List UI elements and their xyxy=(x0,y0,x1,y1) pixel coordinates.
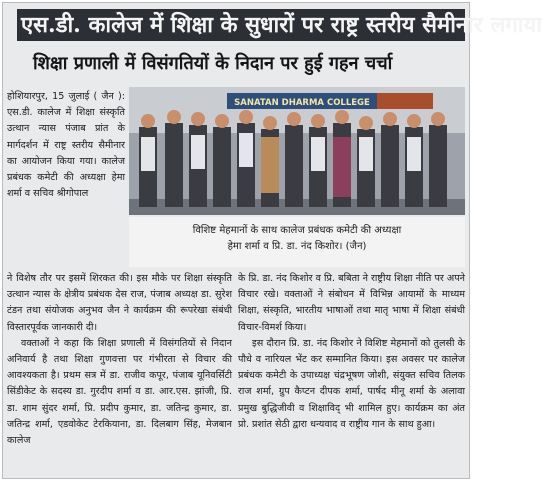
left-paragraph-1: ने विशेष तौर पर इसमें शिरकत की। इस मौके पर शिक्षा संस्कृति उत्थान न्यास के क्षेत्रीय प्रबंधक देस राज, पंजाब अध्यक्ष डा. सुरेश टंडन तथा संयोजक अनुभव जैन ने कार्यक्रम की रूपरेखा संबंधी विस्तारपूर्वक जानकारी दी। xyxy=(7,273,232,333)
photo-banner-text: SANATAN DHARMA COLLEGE xyxy=(234,98,370,108)
article-right-column xyxy=(238,271,465,476)
right-paragraph-2: इस दौरान प्रि. डा. नंद किशोर ने विशिष्ट मेहमानों को तुलसी के पौधे व नारियल भेंट कर सम्मानित किया। इस अवसर पर कालेज प्रबंधक कमेटी के उपाध्यक्ष चंद्रभूषण जोशी, संयुक्त सचिव तिलक राज शर्मा, ग्रुप कैप्टन दीपक शर्मा, पार्षद मीनू शर्मा के अलावा प्रमुख बुद्धिजीवी व शिक्षाविद् भी शामिल हुए। कार्यक्रम का अंत प्रो. प्रशांत सेठी द्वारा धन्यवाद व राष्ट्रीय गान के साथ हुआ। xyxy=(238,337,465,430)
newspaper-clipping xyxy=(2,2,542,479)
left-paragraph-2: वक्ताओं ने कहा कि शिक्षा प्रणाली में विसंगतियों से निदान अनिवार्य है तथा शिक्षा गुणवत्ता पर गंभीरता से विचार की आवश्यकता है। प्रथम सत्र में डा. राजीव कपूर, पंजाब यूनिवर्सिटी सिंडीकेट के सदस्य डा. गुरदीप शर्मा व डा. आर.एस. झांजी, प्रि. डा. शाम सुंदर शर्मा, प्रि. प्रदीप कुमार, डा. जतिन्द्र कुमार, डा. जतिन्द्र शर्मा, एडवोकेट टेरकियाना, डा. दिलबाग सिंह, मेजबान कालेज xyxy=(7,337,232,447)
headline: एस.डी. कालेज में शिक्षा के सुधारों पर राष्ट्र स्तरीय सैमीनार लगाया xyxy=(17,9,465,41)
caption-line-1: विशिष्ट मेहमानों के साथ कालेज प्रबंधक कमेटी की अध्यक्षा xyxy=(192,225,402,236)
group-photo-illustration xyxy=(129,87,465,215)
intro-paragraph: होशियारपुर, 15 जुलाई ( जैन ): एस.डी. कालेज में शिक्षा संस्कृति उत्थान न्यास पंजाब प्रांत के मार्गदर्शन में राष्ट्र स्तरीय सैमीनार का आयोजन किया गया। कालेज प्रबंधक कमेटी की अध्यक्षा हेमा शर्मा व सचिव श्रीगोपाल xyxy=(7,91,125,200)
caption-line-2: हेमा शर्मा व प्रि. डा. नंद किशोर। (जैन) xyxy=(227,241,367,252)
right-paragraph-1: के प्रि. डा. नंद किशोर व प्रि. बबिता ने राष्ट्रीय शिक्षा नीति पर अपने विचार रखे। वक्ताओं ने संबोधन में विभिन्न आयामों के माध्यम शिक्षा, संस्कृति, भारतीय भाषाओं तथा मातृ भाषा में शिक्षा संबंधी विचार-विमर्श किया। xyxy=(238,273,465,333)
article-left-column xyxy=(7,271,232,476)
subheadline: शिक्षा प्रणाली में विसंगतियों के निदान पर हुई गहन चर्चा xyxy=(33,53,393,74)
article-intro-column xyxy=(7,89,125,269)
news-photo xyxy=(129,87,465,215)
photo-caption xyxy=(129,217,465,267)
